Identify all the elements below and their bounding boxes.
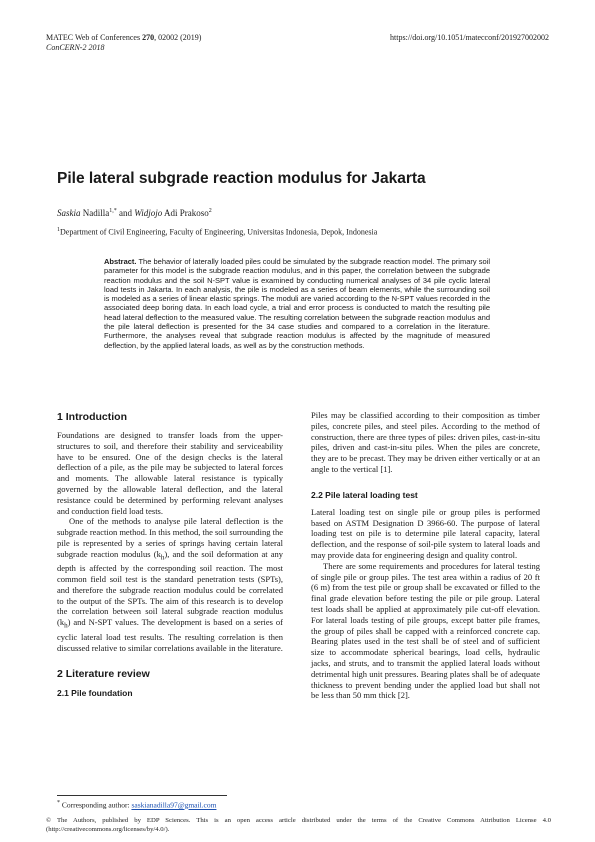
author-2-given: Widjojo <box>134 208 163 218</box>
author-1-family: Nadilla <box>80 208 110 218</box>
affiliation-mark: 1 <box>57 227 60 233</box>
email-link[interactable]: saskianadilla97@gmail.com <box>131 800 217 810</box>
intro-p2-text-b: ), and the soil deformation at any depth is affected by the corresponding soil reaction. The most common field soil test is the standard penetration tests (SPTs), and therefore the subgrade reaction modulus could be correlated to the output of the SPTs. The aim of this research is to develop the correlation between soil lateral subgrade reaction modulus (k <box>57 548 284 628</box>
section-heading-literature-review: 2 Literature review <box>57 668 150 681</box>
intro-paragraph-1: Foundations are designed to transfer loads from the upper-structures to soil, and therefore their stability and serviceability have to be ensured. One of the design checks is the lateral deflection of a pile, as the pile may be subjected to lateral forces and moments. The allowable lateral resistance is typically governed by the allowable lateral deflection, and the lateral resistance could be determined by performing relevant analyses and conduction field load tests. <box>57 430 283 516</box>
subsection-heading-pile-foundation: 2.1 Pile foundation <box>57 688 133 699</box>
running-header-left <box>46 33 201 53</box>
article-number: , 02002 (2019) <box>154 33 202 42</box>
author-2-affil-mark: 2 <box>208 208 212 214</box>
subsection-heading-lateral-loading-test: 2.2 Pile lateral loading test <box>311 489 418 500</box>
corresponding-author-footnote <box>57 799 216 810</box>
paper-title: Pile lateral subgrade reaction modulus for Jakarta <box>57 170 426 187</box>
footnote-mark: * <box>57 800 60 806</box>
journal-volume: 270 <box>142 33 155 42</box>
pile-foundation-paragraph: Piles may be classified according to their composition as timber piles, concrete piles, and steel piles. According to the method of construction, there are three types of piles: driven piles, cast-in-situ piles, driven and cast-in-situ piles. When the piles are concrete, they are to be precast. They may be driven either vertically or at an angle to the vertical [1]. <box>311 410 540 474</box>
author-1-given: Saskia <box>57 208 81 218</box>
right-column <box>311 410 540 701</box>
conference-name: ConCERN-2 2018 <box>46 43 105 52</box>
footnote-label: Corresponding author: <box>60 800 132 810</box>
subscript-h: h <box>64 621 68 630</box>
lateral-test-paragraph-1: Lateral loading test on single pile or group piles is performed based on ASTM Designation D 3966-60. The purpose of lateral loading test on pile is to determine pile lateral capacity, lateral deflection, and the response of soil-pile system to lateral loads and may provide data for engineering design and quality control. <box>311 506 540 560</box>
intro-p2-text-c: ) and N-SPT values. The development is based on a series of cyclic lateral load test results. The resulting correlation is then discussed relative to similar correlations available in the literature. <box>57 617 283 653</box>
affiliation-text: Department of Civil Engineering, Faculty of Engineering, Universitas Indonesia, Depok, Indonesia <box>60 227 378 237</box>
abstract-label: Abstract. <box>104 257 137 266</box>
doi-link[interactable]: https://doi.org/10.1051/matecconf/201927002002 <box>390 33 549 42</box>
author-list <box>57 205 212 219</box>
author-conjunction: and <box>116 208 135 218</box>
author-1-affil-mark: 1,* <box>109 208 117 214</box>
lateral-test-paragraph-2: There are some requirements and procedures for lateral testing of single pile or group piles. The test area within a radius of 20 ft (6 m) from the test pile or group shall be excavated or filled to the final grade elevation before testing the pile or pile group. Lateral test loads shall be applied at approximately pile cut-off elevation. For lateral loads testing of pile groups, except batter pile frames, the group of piles shall be capped with a reinforced concrete cap. Bearing plates used in the test shall be of steel and of sufficient size to accommodate spherical bearings, load cells, hydraulic jacks, and struts, and to transmit the applied lateral loads without detrimental high unit pressures. Bearing plates shall be of adequate thickness to prevent bending under the applied load but shall not be less than 50 mm thick [2]. <box>311 560 540 701</box>
affiliation <box>57 225 377 238</box>
license-notice: © The Authors, published by EDP Sciences. This is an open access article distributed under the terms of the Creative Commons Attribution License 4.0 (http://creativecommons.org/licenses/by/4.0/). <box>46 817 551 833</box>
author-2-family: Adi Prakoso <box>162 208 209 218</box>
intro-paragraph-2 <box>57 516 283 653</box>
abstract-text: The behavior of laterally loaded piles could be simulated by the subgrade reaction model. The primary soil parameter for this model is the subgrade reaction modulus, and in this paper, the correlation between the subgrade reaction modulus and the soil N-SPT value is examined by conducting numerical analyses of 34 pile cyclic lateral load tests in Jakarta. In each analysis, the pile is modeled as a series of beam elements, while the surrounding soil is modeled as a series of linear elastic springs. The moduli are varied according to the N-SPT values recorded in the associated deep boring data. In each load cycle, a trial and error process is conducted to match the resulting pile head lateral deflection to the measured value. The resulting correlation between the subgrade reaction modulus and the pile lateral deflection is presented for the 34 case studies and compared to a correlation in the literature. Furthermore, the analyses reveal that subgrade reaction modulus is affected by the magnitude of measured deflection, by the applied lateral loads, as well as by the construction methods. <box>104 257 490 350</box>
footnote-divider <box>57 795 227 796</box>
subscript-h: h <box>160 553 165 562</box>
abstract <box>104 257 490 350</box>
section-heading-introduction: 1 Introduction <box>57 411 127 423</box>
left-column <box>57 410 283 705</box>
journal-name: MATEC Web of Conferences <box>46 33 143 42</box>
intro-p2-text-a: One of the methods to analyse pile lateral deflection is the subgrade reaction method. In this method, the soil surrounding the pile is represented by a series of springs having certain lateral subgrade reaction modulus (k <box>57 516 283 559</box>
